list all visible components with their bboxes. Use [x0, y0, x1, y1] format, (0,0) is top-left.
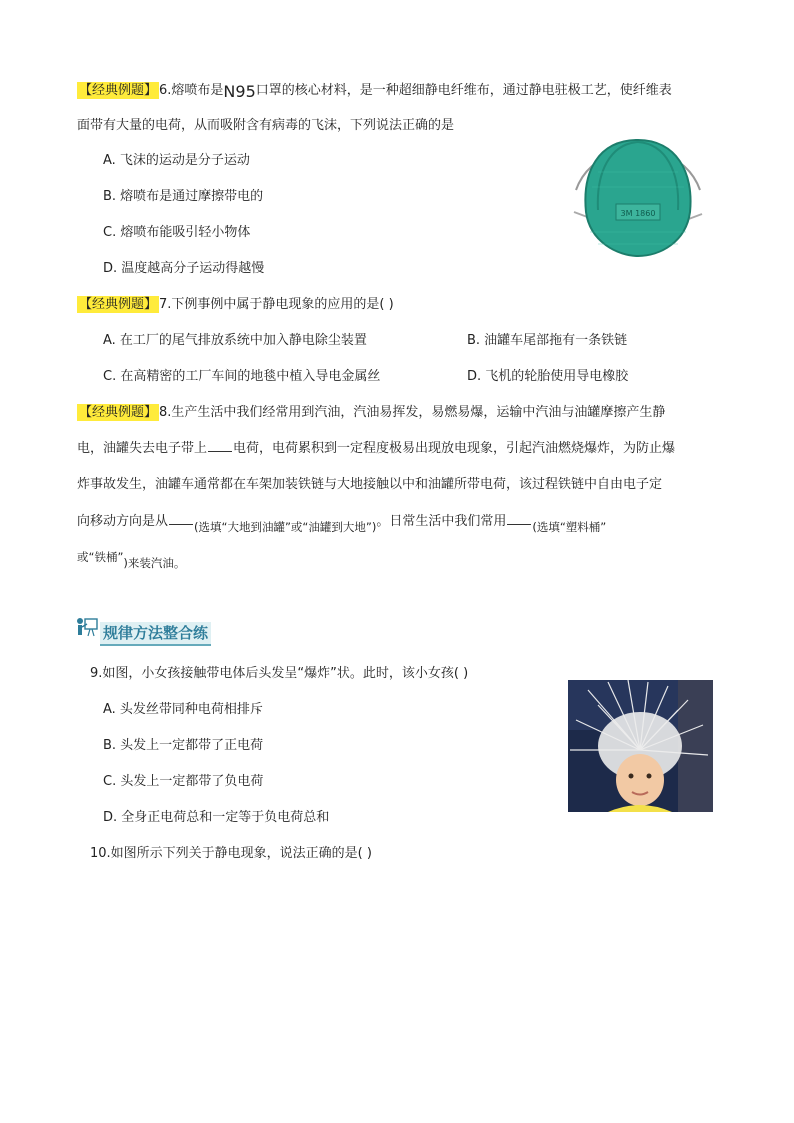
- q8-text-2a: 电，油罐失去电子带上: [77, 441, 208, 456]
- q7-line: [77, 295, 394, 315]
- q6-text-b: 口罩的核心材料，是一种超细静电纤维布，通过静电驻极工艺，使纤维表: [255, 83, 672, 98]
- q8-line-3: 炸事故发生，油罐车通常都在车架加装铁链与大地接触以中和油罐所带电荷，该过程铁链中自由电子定: [77, 477, 663, 492]
- q9-option-c: C. 头发上一定都带了负电荷: [103, 774, 264, 789]
- q8-text-2b: 电荷，电荷累积到一定程度极易出现放电现象，引起汽油燃烧爆炸，为防止爆: [233, 441, 676, 456]
- q9-option-a: A. 头发丝带同种电荷相排斥: [103, 702, 263, 717]
- q8-line-1: [77, 403, 665, 423]
- q6-line-1: [77, 79, 672, 101]
- q7-option-c: C. 在高精密的工厂车间的地毯中植入导电金属丝: [103, 369, 381, 384]
- q6-option-a: A. 飞沫的运动是分子运动: [103, 153, 250, 168]
- mask-print-text: 3M 1860: [620, 209, 656, 218]
- q8-text-5b: )来装汽油。: [123, 556, 186, 570]
- q10-stem: 10.如图所示下列关于静电现象，说法正确的是( ): [90, 846, 372, 861]
- teacher-icon: [75, 616, 99, 640]
- q8-text-1: 8.生产生活中我们经常用到汽油，汽油易挥发，易燃易爆，运输中汽油与油罐摩擦产生静: [159, 405, 666, 420]
- q6-option-c: C. 熔喷布能吸引轻小物体: [103, 225, 251, 240]
- girl-static-hair-image: [568, 680, 713, 812]
- q6-n95: N95: [223, 82, 256, 101]
- q8-blank-2[interactable]: [169, 512, 193, 525]
- q9-option-b: B. 头发上一定都带了正电荷: [103, 738, 264, 753]
- q8-tag: 【经典例题】: [79, 405, 158, 420]
- q9-option-d: D. 全身正电荷总和一定等于负电荷总和: [103, 810, 330, 825]
- q7-stem: 7.下例事例中属于静电现象的应用的是( ): [159, 297, 394, 312]
- q8-blank-3[interactable]: [507, 512, 531, 525]
- q7-option-d: D. 飞机的轮胎使用导电橡胶: [467, 369, 629, 384]
- section-title: 规律方法整合练: [100, 622, 211, 646]
- q6-line-2: 面带有大量的电荷，从而吸附含有病毒的飞沫，下列说法正确的是: [77, 118, 455, 133]
- q7-tag: 【经典例题】: [79, 297, 158, 312]
- q6-text-a: 6.熔喷布是: [159, 83, 224, 98]
- q6-option-b: B. 熔喷布是通过摩擦带电的: [103, 189, 264, 204]
- q7-option-a: A. 在工厂的尾气排放系统中加入静电除尘装置: [103, 333, 367, 348]
- q8-line-2: [77, 439, 675, 459]
- q8-text-4c: 。日常生活中我们常用: [376, 514, 507, 529]
- q8-hint-2: (选填“塑料桶”: [532, 520, 607, 534]
- q6-option-d: D. 温度越高分子运动得越慢: [103, 261, 265, 276]
- q8-line-4: [77, 511, 606, 532]
- q8-line-5: [77, 547, 185, 568]
- q8-text-4a: 向移动方向是从: [77, 514, 169, 529]
- q9-stem: 9.如图，小女孩接触带电体后头发呈“爆炸”状。此时，该小女孩( ): [90, 666, 469, 681]
- n95-mask-image: [568, 132, 708, 260]
- q8-hint-1: (选填“大地到油罐”或“油罐到大地”): [194, 520, 377, 534]
- q6-tag: 【经典例题】: [79, 83, 158, 98]
- q8-blank-1[interactable]: [208, 439, 232, 452]
- q8-text-5a: 或“铁桶”: [77, 550, 124, 564]
- q7-option-b: B. 油罐车尾部拖有一条铁链: [467, 333, 628, 348]
